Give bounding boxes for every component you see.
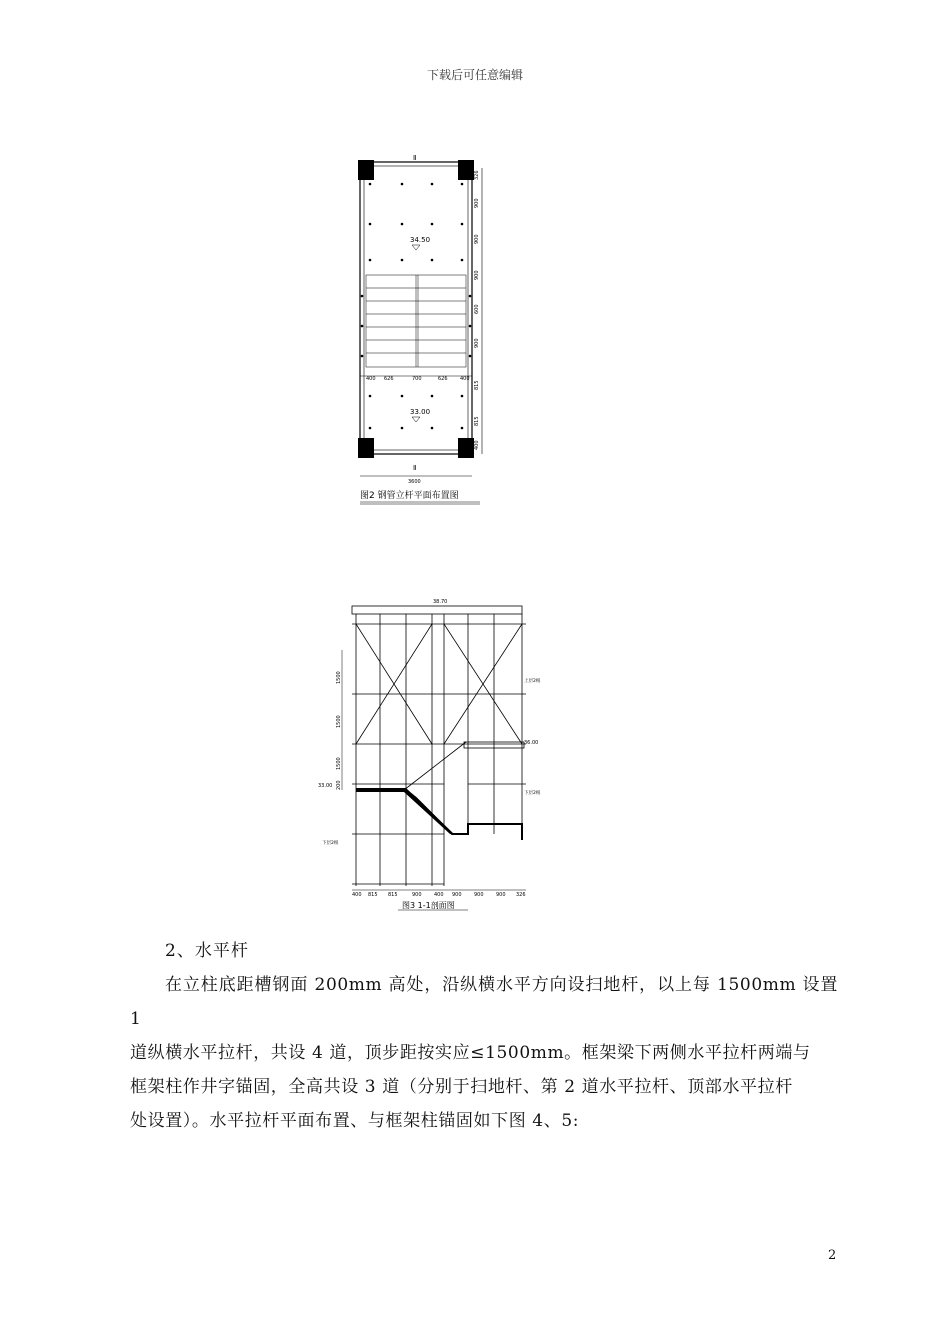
elevation-lower: 33.00	[410, 408, 431, 416]
body-paragraph	[130, 968, 838, 1138]
mid-dim-3: 700	[412, 376, 422, 382]
left-dim-4: 200	[336, 780, 342, 790]
figure-3-drawing	[318, 594, 548, 914]
right-dim-8: 815	[474, 416, 480, 426]
right-dim-2: 900	[474, 198, 480, 208]
right-dim-5: 600	[474, 304, 480, 314]
left-dim-2: 1500	[336, 715, 342, 728]
column-bottom-left	[358, 438, 374, 458]
label-lower-left: 下层2根	[322, 841, 339, 846]
mid-dim-4: 626	[438, 376, 448, 382]
bottom-dim-1: 400	[352, 892, 362, 898]
left-dim-3: 1500	[336, 757, 342, 770]
bottom-dim: 3600	[408, 479, 421, 485]
bottom-dim-6: 900	[452, 892, 462, 898]
column-top-right	[458, 160, 474, 180]
label-lower-right: 下层2根	[524, 791, 541, 796]
column-bottom-right	[458, 438, 474, 458]
figure-3-caption: 图3 1-1剖面图	[402, 901, 455, 910]
right-dim-6: 900	[474, 338, 480, 348]
right-dim-9: 400	[474, 440, 480, 450]
figure-2-drawing	[340, 150, 500, 512]
bottom-dim-9: 326	[516, 892, 526, 898]
bottom-dim-5: 400	[434, 892, 444, 898]
section-mark-top: Ⅱ	[413, 154, 417, 162]
right-dim-4: 900	[474, 270, 480, 280]
figure-2-caption: 图2 钢管立杆平面布置图	[360, 491, 459, 501]
bottom-dim-4: 900	[412, 892, 422, 898]
elevation-left: 33.00	[318, 783, 333, 789]
figure-3-section	[318, 594, 548, 918]
section-mark-bottom: Ⅱ	[413, 464, 417, 472]
paragraph-line-3: 框架柱作井字锚固，全高共设 3 道（分别于扫地杆、第 2 道水平拉杆、顶部水平拉杆	[130, 1077, 793, 1097]
page-number: 2	[828, 1248, 837, 1263]
page-header: 下载后可任意编辑	[426, 68, 523, 82]
right-dim-7: 815	[474, 380, 480, 390]
column-top-left	[358, 160, 374, 180]
paragraph-line-4: 处设置）。水平拉杆平面布置、与框架柱锚固如下图 4、5:	[130, 1111, 580, 1131]
bottom-dim-3: 815	[388, 892, 398, 898]
mid-dim-5: 400	[460, 376, 470, 382]
left-dim-1: 1500	[336, 671, 342, 684]
right-dim-1: 326	[474, 170, 480, 180]
bottom-dim-7: 900	[474, 892, 484, 898]
section-title: 2、水平杆	[165, 941, 249, 961]
figure-2-plan	[340, 150, 500, 516]
paragraph-line-1: 在立柱底距槽钢面 200mm 高处，沿纵横水平方向设扫地杆，以上每 1500mm 设置 1	[130, 975, 838, 1029]
elevation-mid: 36.00	[524, 740, 539, 746]
mid-dim-1: 400	[366, 376, 376, 382]
label-upper-right: 上层2根	[524, 679, 541, 684]
mid-dim-2: 626	[384, 376, 394, 382]
right-dim-3: 900	[474, 234, 480, 244]
bottom-dim-8: 900	[496, 892, 506, 898]
top-elevation: 38.70	[433, 599, 448, 605]
paragraph-line-2: 道纵横水平拉杆，共设 4 道，顶步距按实应≤1500mm。框架梁下两侧水平拉杆两端与	[130, 1043, 811, 1063]
elevation-upper: 34.50	[410, 236, 431, 244]
bottom-dim-2: 815	[368, 892, 378, 898]
